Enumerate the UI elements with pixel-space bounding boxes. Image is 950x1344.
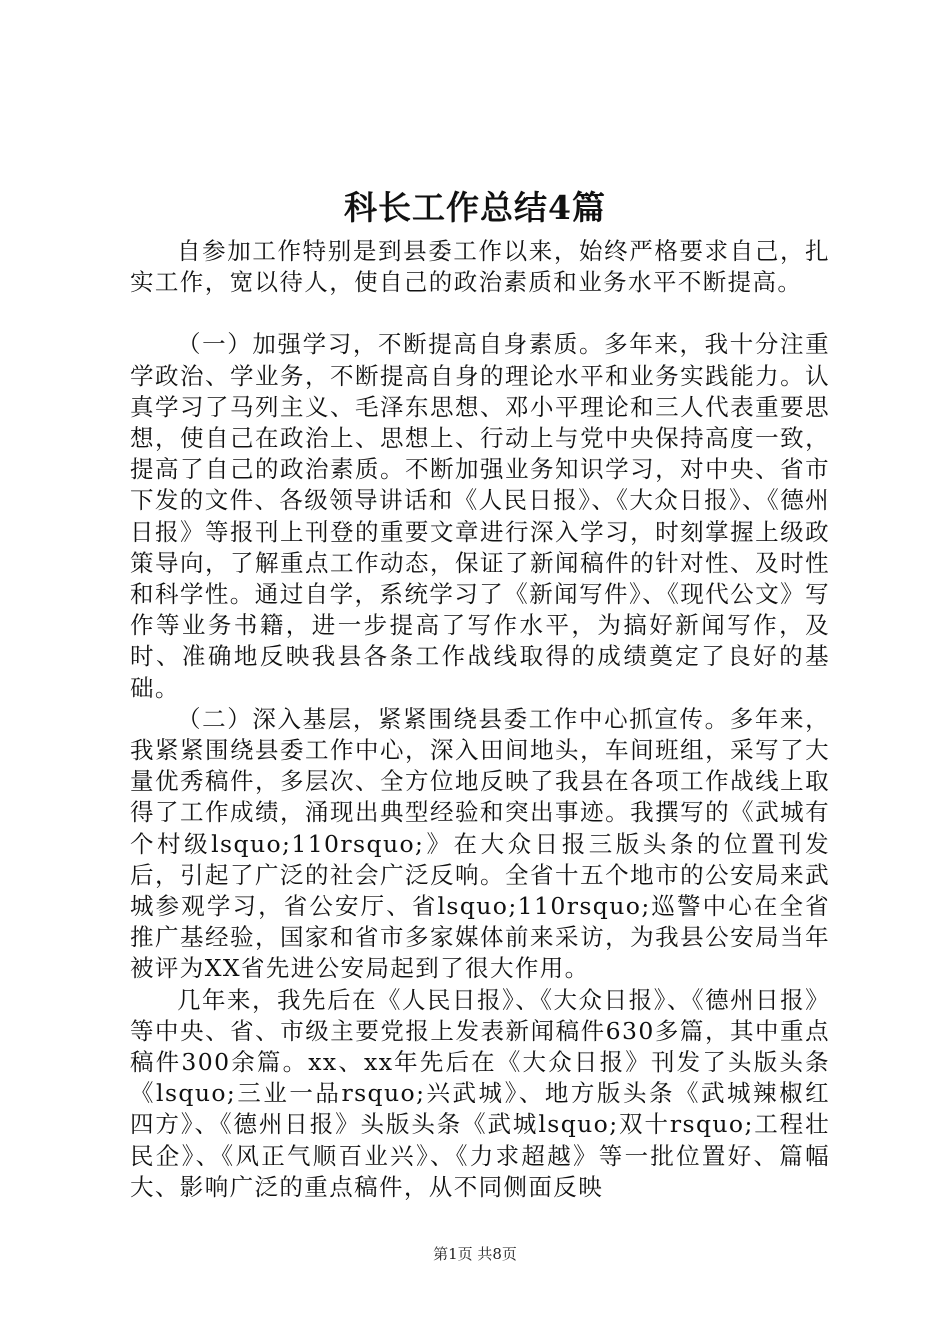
paragraph-gap [130, 298, 830, 329]
paragraph-achievements: 几年来，我先后在《人民日报》、《大众日报》、《德州日报》等中央、省、市级主要党报上发表新闻稿件630多篇，其中重点稿件300余篇。xx、xx年先后在《大众日报》刊发了头版头条《lsquo;三业一品rsquo;兴武城》、地方版头条《武城辣椒红四方》、《德州日报》头版头条《武城lsquo;双十rsquo;工程壮民企》、《风正气顺百业兴》、《力求超越》等一批位置好、篇幅大、影响广泛的重点稿件，从不同侧面反映 [130, 985, 830, 1201]
document-title: 科长工作总结4篇 [344, 188, 606, 227]
paragraph-study: （一）加强学习，不断提高自身素质。多年来，我十分注重学政治、学业务，不断提高自身的理论水平和业务实践能力。认真学习了马列主义、毛泽东思想、邓小平理论和三人代表重要思想，使自己在政治上、思想上、行动上与党中央保持高度一致，提高了自己的政治素质。不断加强业务知识学习，对中央、省市下发的文件、各级领导讲话和《人民日报》、《大众日报》、《德州日报》等报刊上刊登的重要文章进行深入学习，时刻掌握上级政策导向，了解重点工作动态，保证了新闻稿件的针对性、及时性和科学性。通过自学，系统学习了《新闻写件》、《现代公文》写作等业务书籍，进一步提高了写作水平，为搞好新闻写作，及时、准确地反映我县各条工作战线取得的成绩奠定了良好的基础。 [130, 330, 830, 702]
document-body [130, 236, 830, 1203]
page-number-footer: 第1页 共8页 [433, 1245, 517, 1263]
paragraph-grassroots: （二）深入基层，紧紧围绕县委工作中心抓宣传。多年来，我紧紧围绕县委工作中心，深入田间地头，车间班组，采写了大量优秀稿件，多层次、全方位地反映了我县在各项工作战线上取得了工作成绩，涌现出典型经验和突出事迹。我撰写的《武城有个村级lsquo;110rsquo;》在大众日报三版头条的位置刊发后，引起了广泛的社会广泛反响。全省十五个地市的公安局来武城参观学习，省公安厅、省lsquo;110rsquo;巡警中心在全省推广基经验，国家和省市多家媒体前来采访，为我县公安局当年被评为XX省先进公安局起到了很大作用。 [130, 704, 830, 983]
paragraph-intro: 自参加工作特别是到县委工作以来，始终严格要求自己，扎实工作，宽以待人，使自己的政治素质和业务水平不断提高。 [130, 237, 830, 297]
